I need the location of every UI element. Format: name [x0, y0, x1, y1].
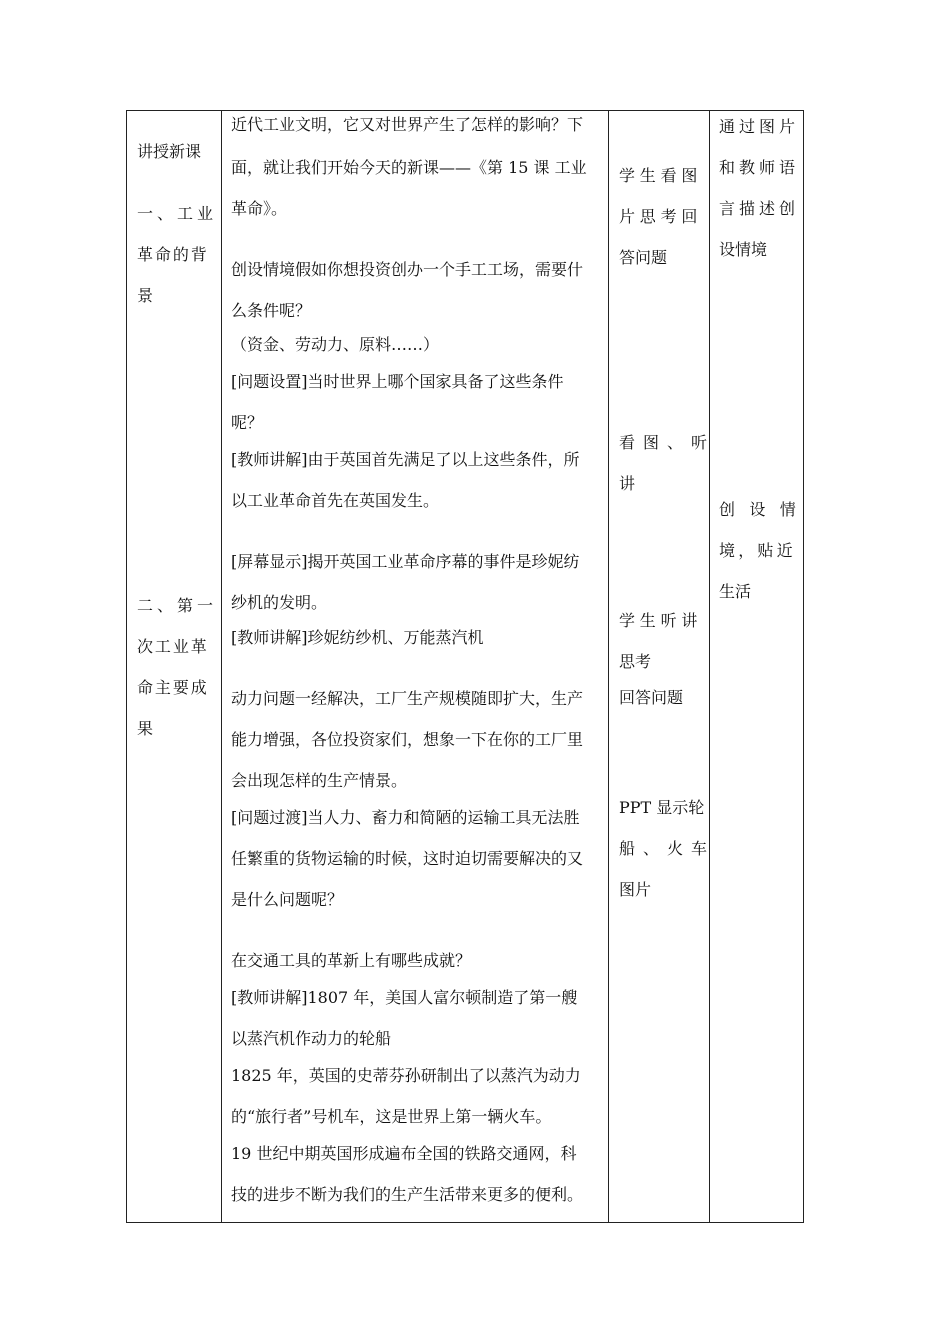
content-line: 近代工业文明，它又对世界产生了怎样的影响？下	[231, 115, 584, 134]
design-intent-line: 设情境	[719, 240, 768, 259]
student-activity-line: 回答问题	[619, 688, 684, 707]
content-line: 的“旅行者”号机车，这是世界上第一辆火车。	[231, 1107, 552, 1126]
content-line: [问题设置]当时世界上哪个国家具备了这些条件	[231, 372, 564, 391]
content-line: （资金、劳动力、原料……）	[231, 335, 440, 354]
content-line: [教师讲解]珍妮纺纱机、万能蒸汽机	[231, 628, 484, 647]
column-divider	[608, 111, 609, 1222]
lesson-plan-table	[126, 110, 811, 1223]
section-heading: 景	[137, 286, 154, 305]
content-line: 动力问题一经解决，工厂生产规模随即扩大，生产	[231, 689, 584, 708]
content-line: 革命》。	[231, 199, 288, 218]
design-intent-line: 言描述创	[719, 199, 800, 218]
design-intent-line: 和教师语	[719, 158, 800, 177]
design-intent-line: 通过图片	[719, 117, 800, 136]
content-line: 么条件呢？	[231, 301, 312, 320]
section-heading: 一、工业	[137, 204, 218, 223]
content-line: [问题过渡]当人力、畜力和简陋的运输工具无法胜	[231, 808, 580, 827]
section-heading: 革命的背	[137, 245, 209, 264]
student-activity-line: 片思考回	[619, 207, 703, 226]
section-heading: 果	[137, 719, 154, 738]
content-line: 以工业革命首先在英国发生。	[231, 491, 440, 510]
content-line: 在交通工具的革新上有哪些成就？	[231, 951, 472, 970]
content-line: 纱机的发明。	[231, 593, 328, 612]
section-heading: 次工业革	[137, 637, 209, 656]
content-line: 呢？	[231, 413, 264, 432]
design-intent-line: 境，贴近	[719, 541, 796, 560]
student-activity-line: 学生听讲	[619, 611, 703, 630]
section-heading: 二、第一	[137, 596, 218, 615]
section-heading: 讲授新课	[137, 142, 202, 161]
content-line: 任繁重的货物运输的时候，这时迫切需要解决的又	[231, 849, 584, 868]
content-line: [教师讲解]1807 年，美国人富尔顿制造了第一艘	[231, 988, 578, 1007]
design-intent-line: 创设情	[719, 500, 811, 519]
column-divider	[221, 111, 222, 1222]
content-line: 会出现怎样的生产情景。	[231, 771, 408, 790]
content-line: 以蒸汽机作动力的轮船	[231, 1029, 392, 1048]
content-line: [教师讲解]由于英国首先满足了以上这些条件，所	[231, 450, 580, 469]
content-line: 面，就让我们开始今天的新课——《第 15 课 工业	[231, 158, 587, 177]
student-activity-line: PPT 显示轮	[619, 798, 705, 817]
student-activity-line: 学生看图	[619, 166, 703, 185]
content-line: 19 世纪中期英国形成遍布全国的铁路交通网，科	[231, 1144, 577, 1163]
design-intent-line: 生活	[719, 582, 752, 601]
content-line: 能力增强，各位投资家们，想象一下在你的工厂里	[231, 730, 584, 749]
content-line: 1825 年，英国的史蒂芬孙研制出了以蒸汽为动力	[231, 1066, 581, 1085]
column-divider	[709, 111, 710, 1222]
student-activity-line: 思考	[619, 652, 652, 671]
student-activity-line: 讲	[619, 474, 636, 493]
student-activity-line: 答问题	[619, 248, 668, 267]
content-line: [屏幕显示]揭开英国工业革命序幕的事件是珍妮纺	[231, 552, 580, 571]
student-activity-line: 图片	[619, 880, 652, 899]
section-heading: 命主要成	[137, 678, 209, 697]
student-activity-line: 船、火车	[619, 839, 716, 858]
content-line: 创设情境假如你想投资创办一个手工工场，需要什	[231, 260, 584, 279]
student-activity-line: 看图、听	[619, 433, 716, 452]
content-line: 技的进步不断为我们的生产生活带来更多的便利。	[231, 1185, 584, 1204]
content-line: 是什么问题呢？	[231, 890, 344, 909]
